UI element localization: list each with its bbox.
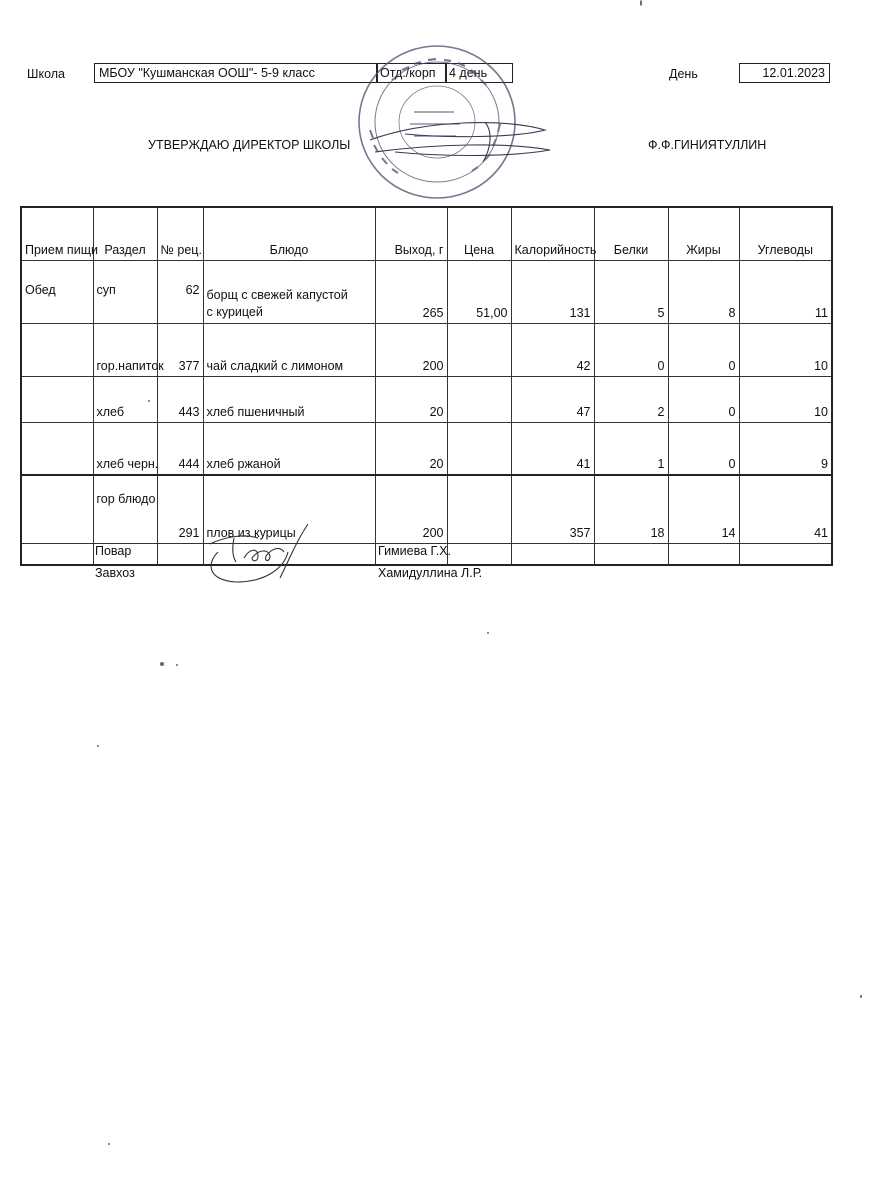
col-dish: Блюдо [203, 207, 375, 261]
meal-cell: Обед [21, 261, 93, 324]
kcal-cell: 357 [511, 475, 594, 544]
dish-line-2: с курицей [206, 305, 263, 319]
col-fat: Жиры [668, 207, 739, 261]
table-row [21, 261, 832, 324]
recipe-cell: 62 [157, 261, 203, 324]
table-header-row [21, 207, 832, 261]
dish-cell: плов из курицы [203, 475, 375, 544]
dish-cell: чай сладкий с лимоном [203, 324, 375, 377]
fat-cell: 8 [668, 261, 739, 324]
dish-cell [203, 261, 375, 324]
col-recipe: № рец. [157, 207, 203, 261]
price-cell [447, 475, 511, 544]
section-cell: гор.напиток [93, 324, 157, 377]
section-cell: гор блюдо [93, 475, 157, 544]
col-yield: Выход, г [375, 207, 447, 261]
scan-speck [487, 632, 489, 634]
scan-speck [97, 745, 99, 747]
scan-speck [176, 664, 178, 666]
storekeeper-name: Хамидуллина Л.Р. [378, 566, 483, 580]
kcal-cell: 41 [511, 423, 594, 476]
cook-signature [196, 522, 321, 584]
fat-cell: 0 [668, 377, 739, 423]
meal-cell [21, 324, 93, 377]
carbs-cell: 41 [739, 475, 832, 544]
yield-cell: 200 [375, 475, 447, 544]
scan-speck [160, 662, 164, 666]
recipe-cell: 291 [157, 475, 203, 544]
yield-cell: 20 [375, 423, 447, 476]
scan-speck [108, 1143, 110, 1145]
meal-cell [21, 475, 93, 544]
recipe-cell: 443 [157, 377, 203, 423]
table-row [21, 324, 832, 377]
protein-cell: 5 [594, 261, 668, 324]
price-cell [447, 423, 511, 476]
fat-cell: 14 [668, 475, 739, 544]
yield-cell: 20 [375, 377, 447, 423]
empty-cell [21, 544, 93, 566]
table-row [21, 475, 832, 544]
carbs-cell: 10 [739, 377, 832, 423]
carbs-cell: 11 [739, 261, 832, 324]
dept-label: Отд./корп [377, 63, 446, 83]
table-row [21, 423, 832, 476]
section-cell: хлеб [93, 377, 157, 423]
dept-field: 4 день [446, 63, 513, 83]
director-signature [365, 112, 555, 172]
meal-cell [21, 423, 93, 476]
yield-cell: 265 [375, 261, 447, 324]
protein-cell: 18 [594, 475, 668, 544]
section-cell: суп [93, 261, 157, 324]
day-label: День [669, 67, 698, 81]
scan-speck [640, 0, 642, 6]
scan-speck [148, 400, 150, 402]
fat-cell: 0 [668, 324, 739, 377]
protein-cell: 2 [594, 377, 668, 423]
protein-cell: 0 [594, 324, 668, 377]
date-field: 12.01.2023 [739, 63, 830, 83]
table-row [21, 377, 832, 423]
kcal-cell: 131 [511, 261, 594, 324]
fat-cell: 0 [668, 423, 739, 476]
empty-cell [447, 544, 511, 566]
menu-table [20, 206, 833, 566]
scan-speck [860, 995, 862, 998]
empty-cell [668, 544, 739, 566]
school-field: МБОУ "Кушманская ООШ"- 5-9 класс [94, 63, 377, 83]
col-carbs: Углеводы [739, 207, 832, 261]
col-protein: Белки [594, 207, 668, 261]
price-cell: 51,00 [447, 261, 511, 324]
section-cell: хлеб черн. [93, 423, 157, 476]
approval-text: УТВЕРЖДАЮ ДИРЕКТОР ШКОЛЫ [148, 138, 351, 152]
price-cell [447, 377, 511, 423]
col-meal: Прием пищи [21, 207, 93, 261]
director-name: Ф.Ф.ГИНИЯТУЛЛИН [648, 138, 767, 152]
recipe-cell: 377 [157, 324, 203, 377]
recipe-cell: 444 [157, 423, 203, 476]
col-section: Раздел [93, 207, 157, 261]
empty-cell [594, 544, 668, 566]
dish-cell: хлеб ржаной [203, 423, 375, 476]
meal-cell [21, 377, 93, 423]
kcal-cell: 42 [511, 324, 594, 377]
cook-name: Гимиева Г.Х. [378, 544, 452, 558]
protein-cell: 1 [594, 423, 668, 476]
school-label: Школа [27, 67, 65, 81]
price-cell [447, 324, 511, 377]
carbs-cell: 9 [739, 423, 832, 476]
empty-cell [511, 544, 594, 566]
dish-cell: хлеб пшеничный [203, 377, 375, 423]
col-price: Цена [447, 207, 511, 261]
kcal-cell: 47 [511, 377, 594, 423]
col-kcal: Калорийность [511, 207, 594, 261]
cook-label: Повар [95, 544, 132, 558]
carbs-cell: 10 [739, 324, 832, 377]
empty-cell [739, 544, 832, 566]
yield-cell: 200 [375, 324, 447, 377]
dish-line-1: борщ с свежей капустой [206, 288, 348, 302]
storekeeper-label: Завхоз [95, 566, 135, 580]
